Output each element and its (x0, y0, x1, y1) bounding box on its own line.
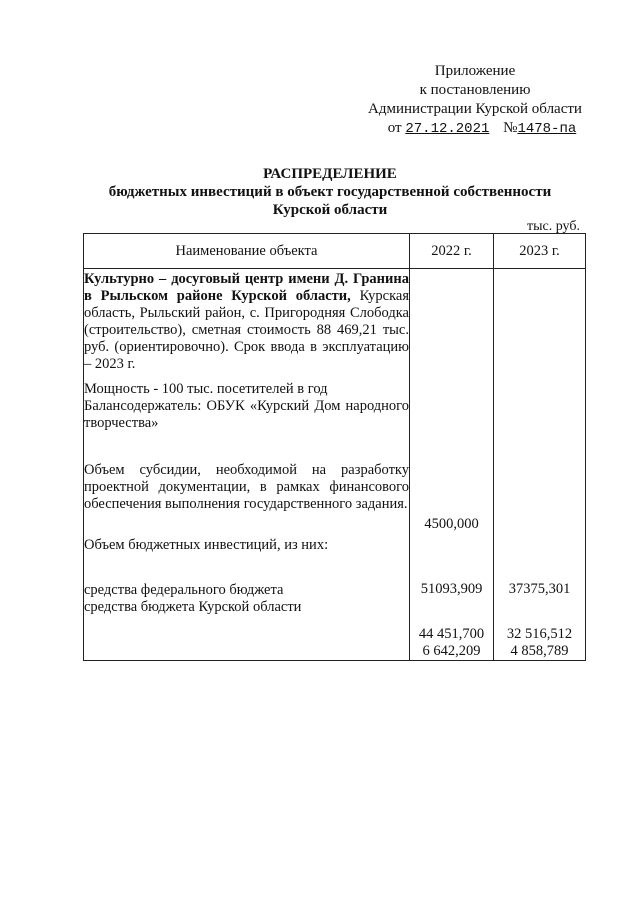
investment-2022: 51093,909 (420, 581, 483, 597)
table-row (84, 269, 586, 661)
federal-budget-label: средства федерального бюджета (84, 582, 284, 598)
resolution-number: 1478-па (517, 121, 577, 137)
appendix-block (330, 62, 620, 139)
doc-subtitle: бюджетных инвестиций в объект государственной собственности (108, 184, 552, 200)
investment-2023: 37375,301 (508, 581, 571, 597)
investment-label: Объем бюджетных инвестиций, из них: (84, 537, 329, 553)
header-year-2022: 2022 г. (410, 234, 494, 269)
distribution-table (83, 233, 586, 661)
appendix-title: Приложение (434, 63, 516, 79)
subsidy-2022: 4500,000 (424, 516, 479, 532)
doc-subtitle-region: Курской области (272, 202, 388, 218)
regional-2023: 4 858,789 (510, 643, 569, 659)
object-name: Культурно – досуговый центр имени Д. Гранина в Рыльском районе Курской области, (84, 271, 409, 304)
date-prefix: от (387, 120, 402, 136)
regional-budget-label: средства бюджета Курской области (84, 599, 302, 615)
object-description (84, 271, 409, 373)
object-holder: Балансодержатель: ОБУК «Курский Дом народного творчества» (84, 398, 409, 431)
units-label: тыс. руб. (527, 219, 580, 234)
header-object-name: Наименование объекта (84, 234, 410, 269)
year-2022-cell (410, 269, 494, 661)
doc-title: РАСПРЕДЕЛЕНИЕ (263, 166, 397, 182)
subsidy-label: Объем субсидии, необходимой на разработку проектной документации, в рамках финансового обеспечения выполнения государственного задания. (84, 462, 409, 512)
object-details: Курская область, Рыльский район, с. Пригородняя Слободка (строительство), сметная стоимость 88 469,21 тыс. руб. (ориентировочно). Срок ввода в эксплуатацию – 2023 г. (84, 288, 410, 372)
object-capacity: Мощность - 100 тыс. посетителей в год (84, 381, 328, 397)
federal-2022: 44 451,700 (418, 626, 485, 642)
appendix-date-number (330, 119, 620, 139)
resolution-date: 27.12.2021 (405, 121, 490, 137)
object-cell (84, 269, 410, 661)
number-prefix: № (503, 120, 518, 136)
regional-2022: 6 642,209 (422, 643, 481, 659)
table-header-row (84, 234, 586, 269)
header-year-2023: 2023 г. (494, 234, 586, 269)
federal-2023: 32 516,512 (506, 626, 573, 642)
appendix-to-resolution: к постановлению (419, 82, 531, 98)
appendix-administration: Администрации Курской области (368, 101, 582, 117)
year-2023-cell (494, 269, 586, 661)
